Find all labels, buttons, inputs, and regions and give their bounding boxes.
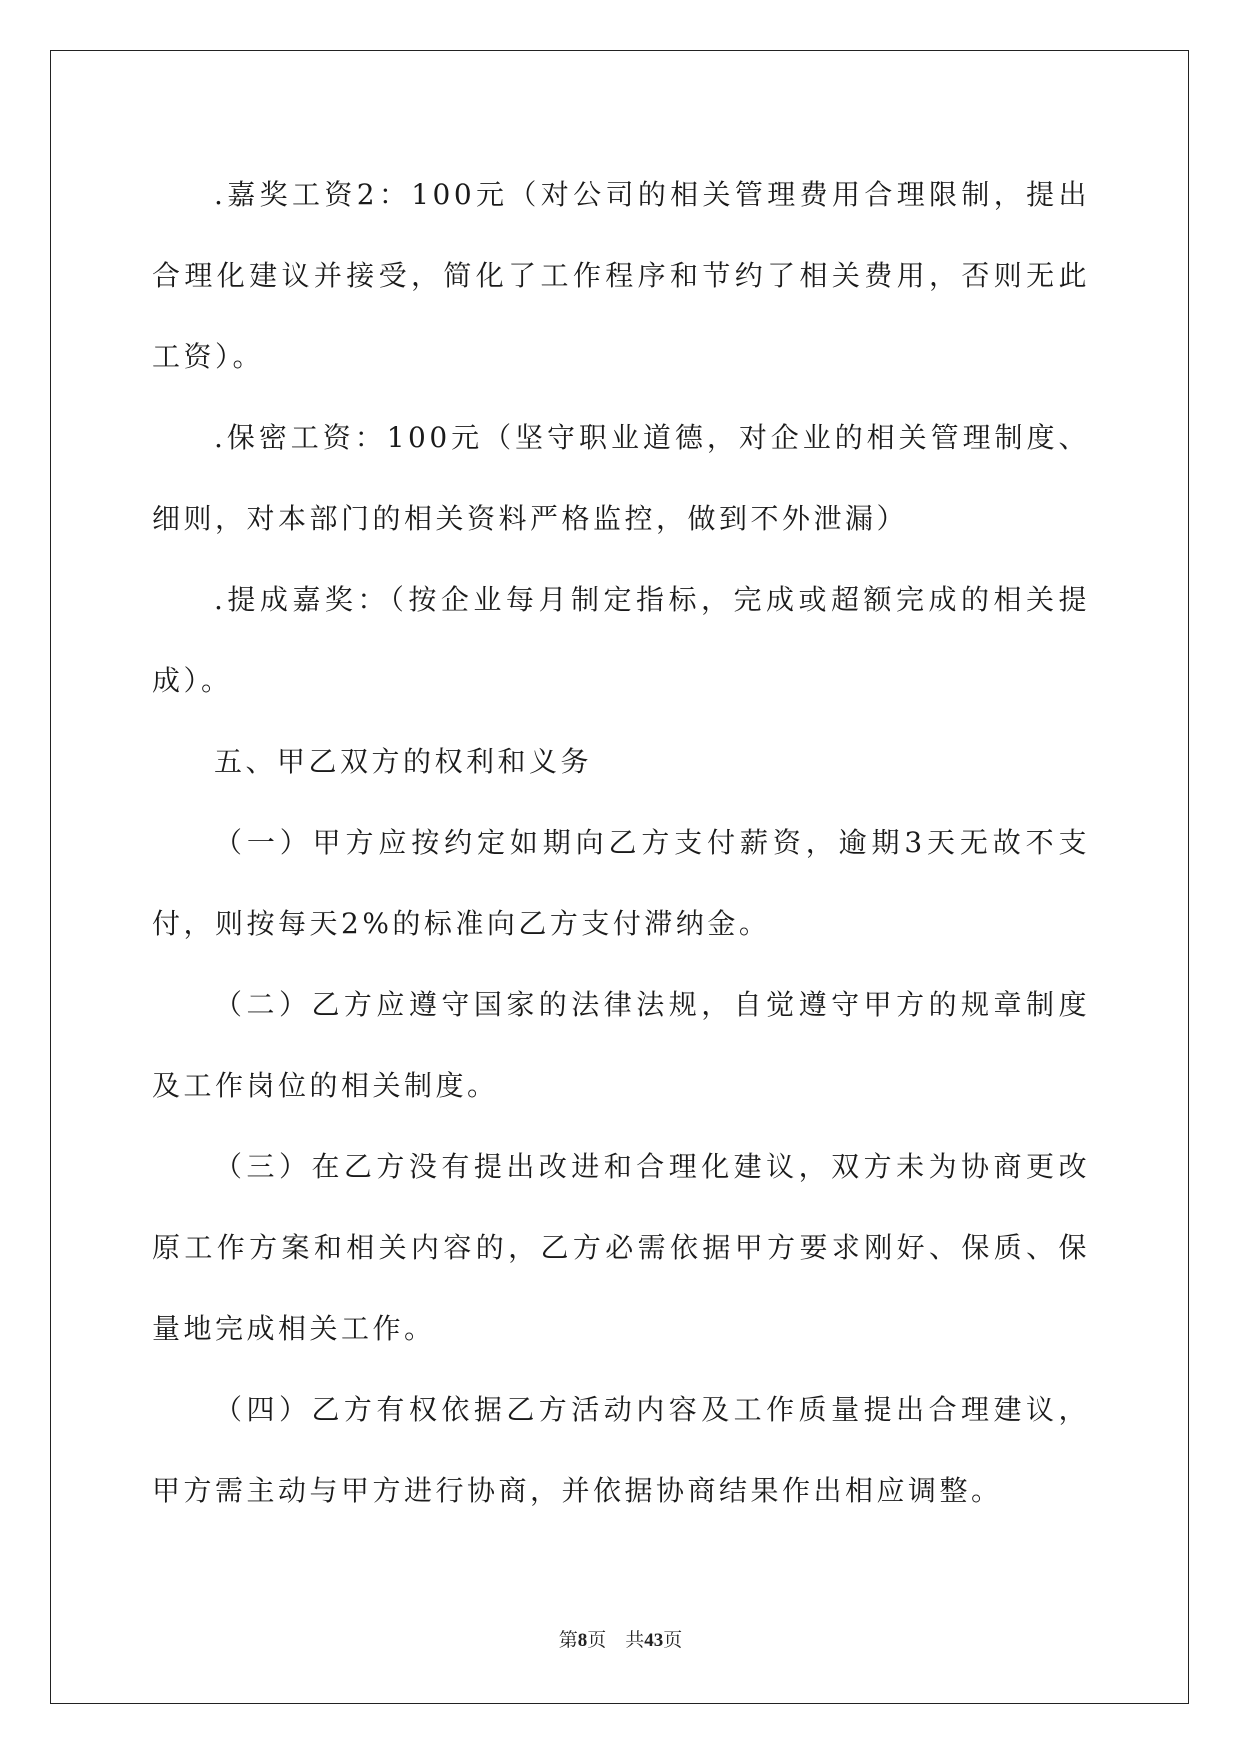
document-body — [152, 154, 1090, 1531]
section-heading-rights-obligations: 五、甲乙双方的权利和义务 — [214, 745, 593, 778]
footer-total-pages: 43 — [644, 1630, 664, 1651]
footer-page-number: 8 — [577, 1630, 588, 1651]
paragraph-clause-3: （三）在乙方没有提出改进和合理化建议，双方未为协商更改原工作方案和相关内容的，乙方必需依据甲方要求刚好、保质、保量地完成相关工作。 — [152, 1150, 1090, 1345]
footer-prefix: 第 — [558, 1630, 578, 1651]
paragraph-commission-bonus: .提成嘉奖：（按企业每月制定指标，完成或超额完成的相关提成）。 — [152, 583, 1090, 697]
paragraph-clause-2: （二）乙方应遵守国家的法律法规，自觉遵守甲方的规章制度及工作岗位的相关制度。 — [152, 988, 1090, 1102]
paragraph-clause-4: （四）乙方有权依据乙方活动内容及工作质量提出合理建议，甲方需主动与甲方进行协商，并依据协商结果作出相应调整。 — [152, 1393, 1090, 1507]
footer-suffix: 页 — [663, 1630, 683, 1651]
paragraph-confidentiality-wage: .保密工资：100元（坚守职业道德，对企业的相关管理制度、细则，对本部门的相关资料严格监控，做到不外泄漏） — [152, 421, 1090, 535]
paragraph-bonus-wage-2: .嘉奖工资2：100元（对公司的相关管理费用合理限制，提出合理化建议并接受，简化了工作程序和节约了相关费用，否则无此工资）。 — [152, 178, 1090, 373]
page-footer — [0, 1625, 1241, 1652]
footer-middle: 页 共 — [587, 1630, 645, 1651]
paragraph-clause-1: （一）甲方应按约定如期向乙方支付薪资，逾期3天无故不支付，则按每天2%的标准向乙方支付滞纳金。 — [152, 826, 1090, 940]
